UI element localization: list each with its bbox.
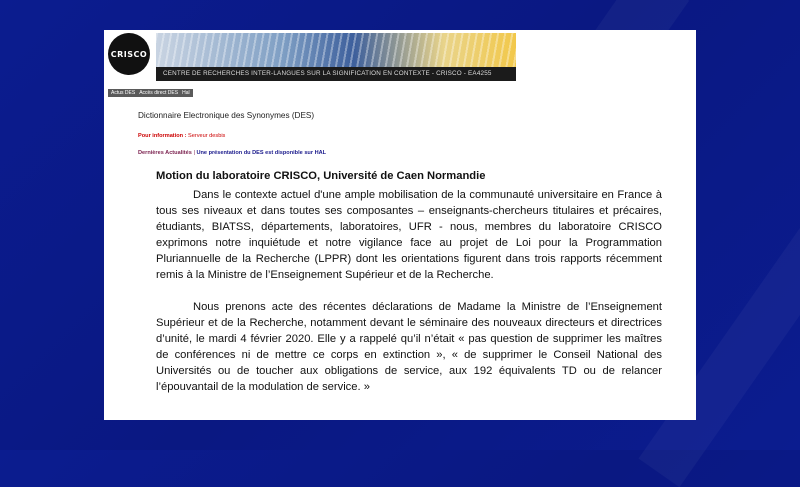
info-line xyxy=(138,133,225,139)
motion-title: Motion du laboratoire CRISCO, Université de Caen Normandie xyxy=(156,170,486,182)
site-header xyxy=(104,30,696,82)
paragraph-spacer xyxy=(156,283,662,299)
info-label: Pour information : xyxy=(138,133,187,139)
banner-pages-image xyxy=(156,33,516,67)
nav-item-hal[interactable]: Hal xyxy=(182,90,190,96)
banner-title: CENTRE DE RECHERCHES INTER-LANGUES SUR LA SIGNIFICATION EN CONTEXTE - CRISCO - EA4255 xyxy=(156,67,516,81)
crisco-logo[interactable]: CRISCO xyxy=(108,33,150,75)
top-navigation xyxy=(108,89,193,97)
motion-document xyxy=(156,168,662,395)
news-label: Dernières Actualités xyxy=(138,150,192,156)
news-line xyxy=(138,150,326,156)
nav-item-actus-des[interactable]: Actus DES xyxy=(111,90,136,96)
dictionary-title: Dictionnaire Electronique des Synonymes (DES) xyxy=(138,111,315,120)
motion-paragraph-2: Nous prenons acte des récentes déclarations de Madame la Ministre de l’Enseignement Supérieur et de la Recherche, notamment devant le séminaire des nouveaux directeurs et directrices d’unité, le mardi 4 février 2020. Elle y a rappelé qu’il n’était « pas question de supprimer les maîtres de conférences ni de mettre ce corps en extinction », « de supprimer le Conseil National des Universités ou de toucher aux obligations de service, aux 192 équivalents TD ou de relancer l’épouvantail de la modulation de service. » xyxy=(156,301,662,393)
news-separator: | xyxy=(193,150,195,156)
info-value: Serveur desbis xyxy=(188,133,226,139)
webpage-screenshot xyxy=(104,30,696,420)
motion-paragraph-1: Dans le contexte actuel d'une ample mobilisation de la communauté universitaire en France à tous ses niveaux et dans toutes ses composantes – enseignants-chercheurs titulaires et précaires, étudiants, BIATSS, départements, laboratoires, UFR - nous, membres du laboratoire CRISCO exprimons notre inquiétude et notre vigilance face au projet de Loi pour la Programmation Pluriannuelle de la Recherche (LPPR) dont les orientations figurent dans trois rapports récemment remis à la Ministre de l’Enseignement Supérieur et de la Recherche. xyxy=(156,189,662,281)
nav-item-acces-direct-des[interactable]: Accès direct DES xyxy=(139,90,179,96)
header-banner xyxy=(156,33,516,81)
news-link[interactable]: Une présentation du DES est disponible sur HAL xyxy=(196,150,327,156)
